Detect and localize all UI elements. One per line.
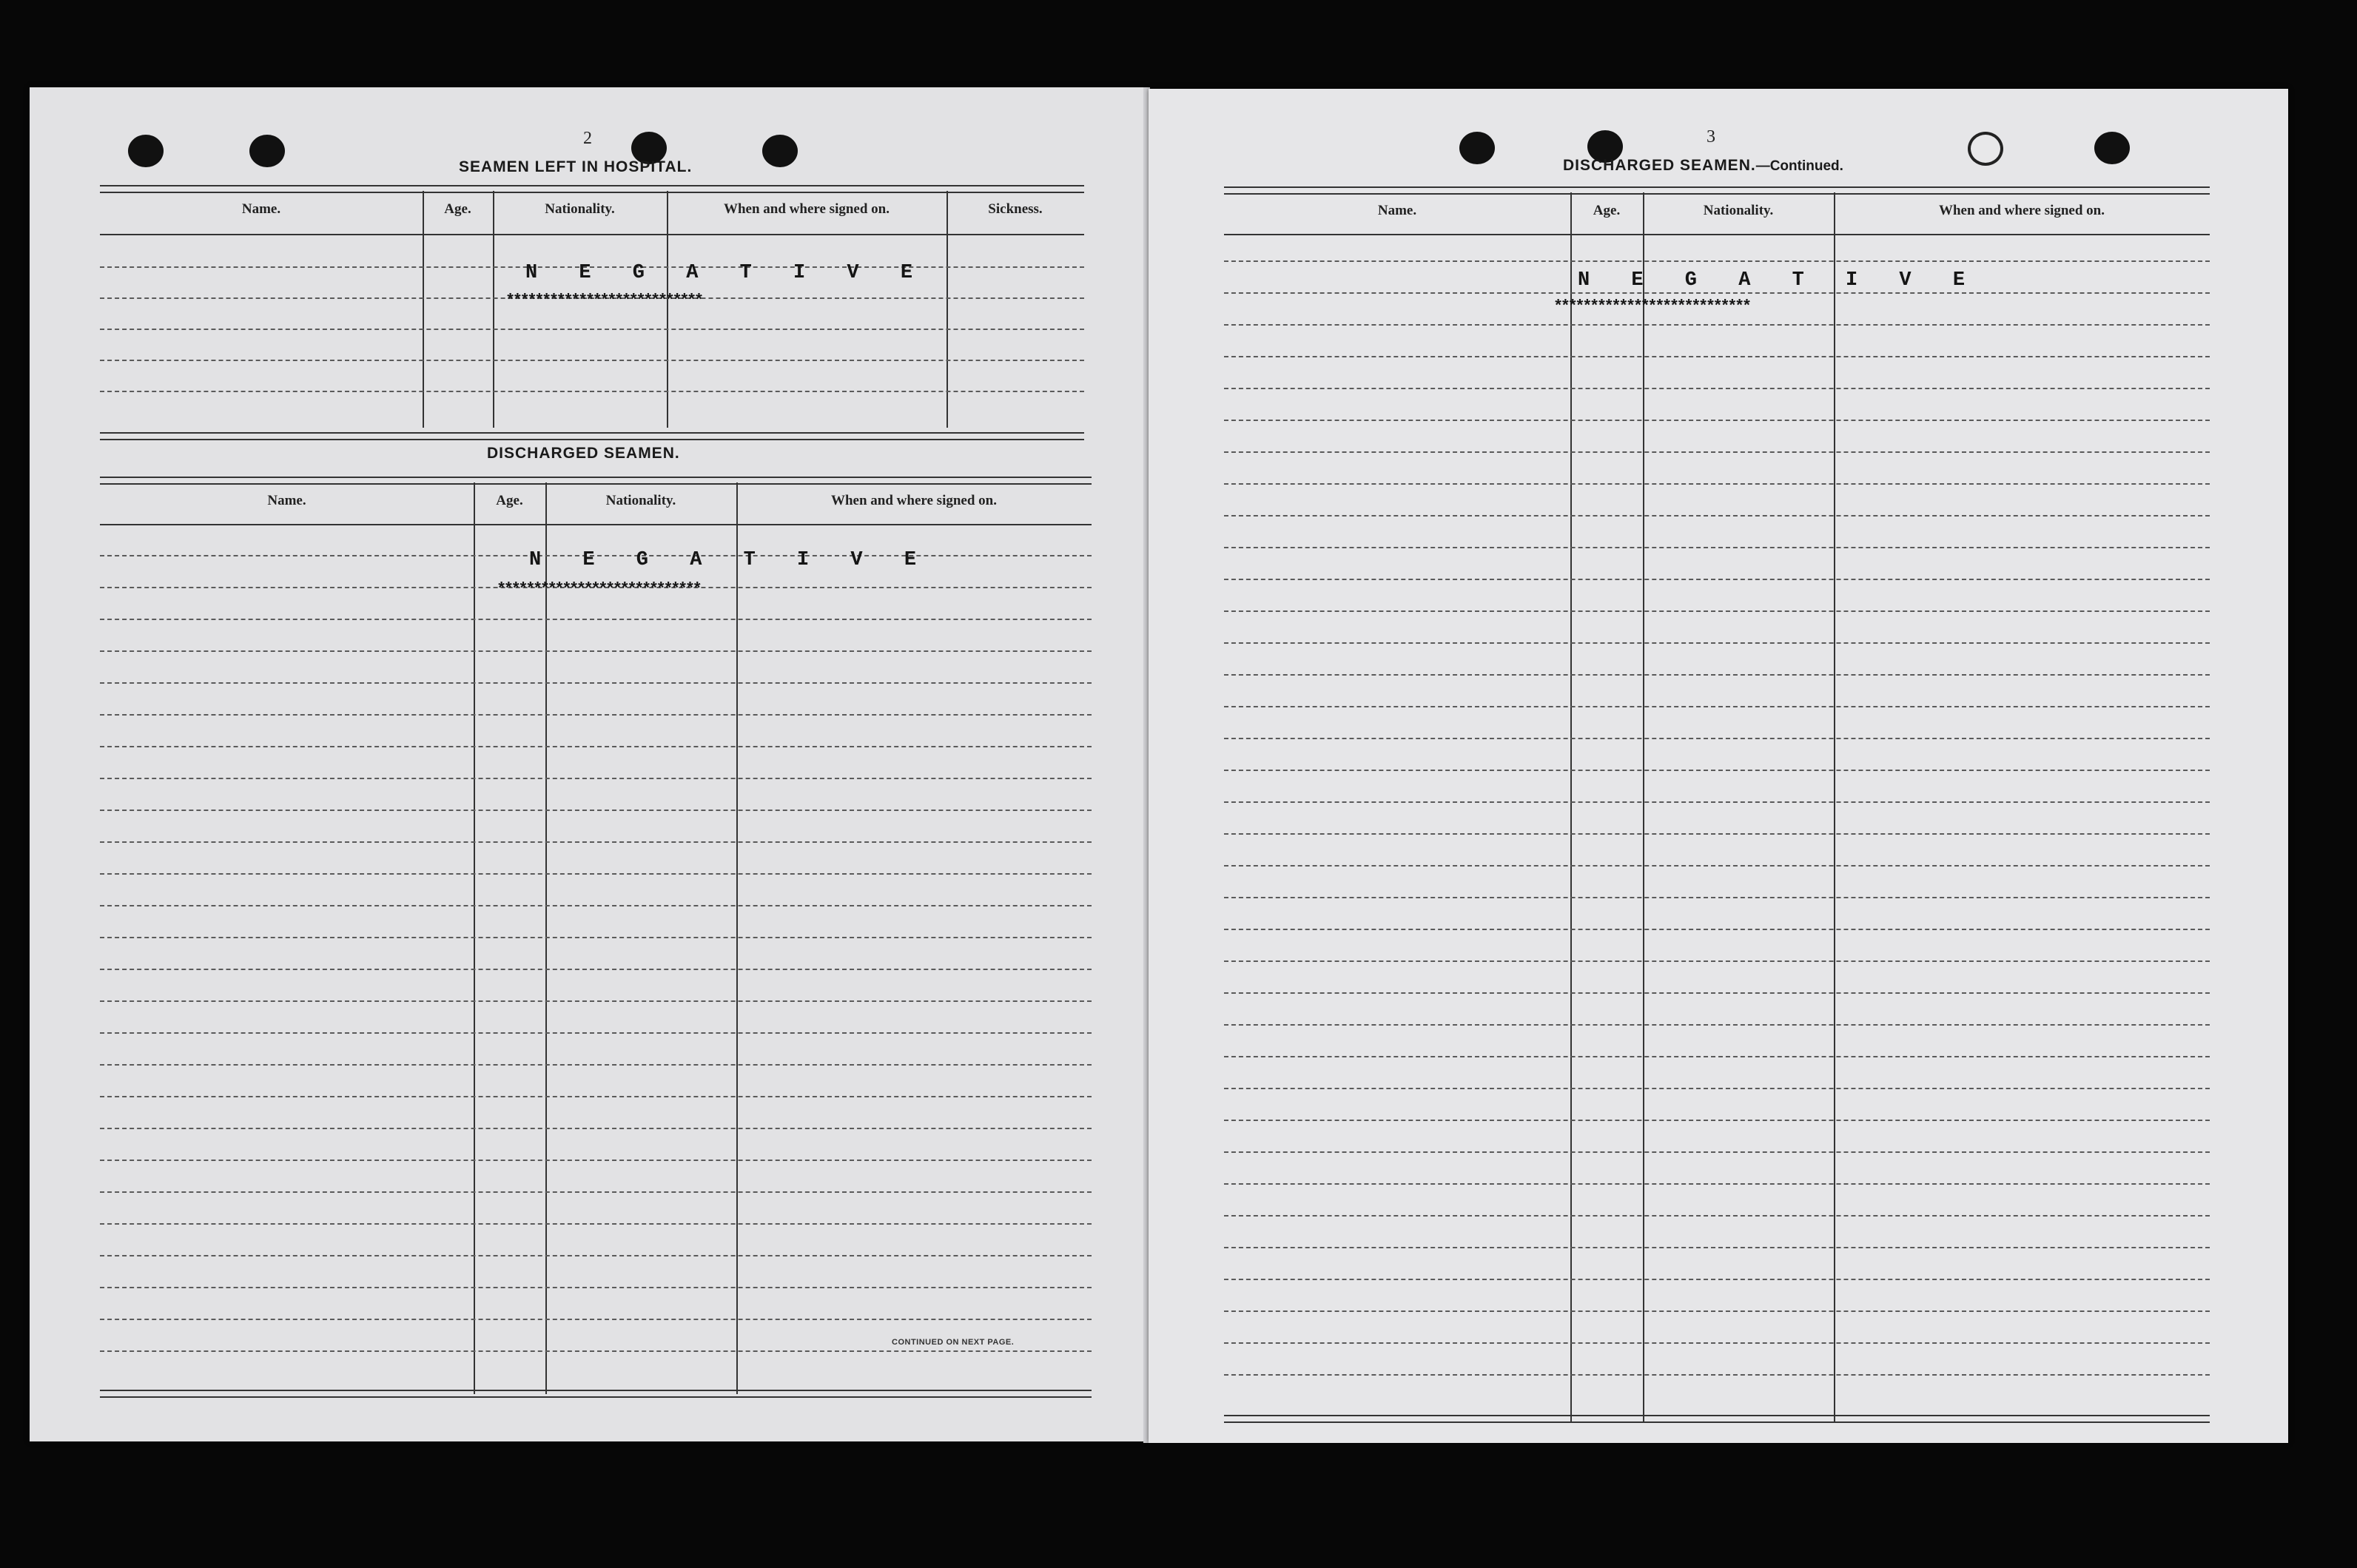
column-header-name: Name. — [267, 493, 306, 508]
discharged-table — [100, 477, 1092, 1398]
column-header-signed-on: When and where signed on. — [723, 201, 890, 217]
column-header-age: Age. — [496, 493, 523, 508]
column-header-signed-on: When and where signed on. — [830, 493, 997, 508]
punch-hole — [249, 135, 285, 167]
discharged-continued-title: DISCHARGED SEAMEN.—Continued. — [1563, 157, 1843, 174]
negative-stamp: N E G A T I V E — [1578, 269, 1980, 292]
right-page — [1149, 89, 2288, 1443]
punch-hole — [128, 135, 164, 167]
column-header-age: Age. — [1593, 203, 1621, 218]
page-number: 3 — [1707, 127, 1715, 147]
continued-footer: CONTINUED ON NEXT PAGE. — [892, 1338, 1015, 1347]
discharged-continued-table — [1224, 186, 2210, 1426]
punch-hole — [1459, 132, 1495, 164]
hospital-section-title: SEAMEN LEFT IN HOSPITAL. — [459, 158, 693, 175]
discharged-section-title: DISCHARGED SEAMEN. — [487, 445, 680, 462]
negative-stamp: N E G A T I V E — [529, 549, 932, 571]
column-header-name: Name. — [1377, 203, 1417, 218]
stamp-asterisk-line: **************************** — [497, 580, 700, 599]
page-number: 2 — [583, 129, 592, 148]
punch-hole-ring — [1968, 132, 2003, 166]
section-divider — [100, 432, 1084, 440]
punch-hole — [2094, 132, 2130, 164]
punch-hole — [762, 135, 798, 167]
stamp-asterisk-line: *************************** — [1553, 297, 1749, 316]
column-header-sickness: Sickness. — [988, 201, 1043, 217]
column-header-nationality: Nationality. — [545, 201, 615, 217]
stamp-asterisk-line: *************************** — [505, 292, 702, 310]
column-header-nationality: Nationality. — [1703, 203, 1774, 218]
hospital-table — [100, 185, 1084, 429]
column-header-nationality: Nationality. — [605, 493, 676, 508]
column-header-signed-on: When and where signed on. — [1938, 203, 2105, 218]
column-header-name: Name. — [241, 201, 281, 217]
column-header-age: Age. — [444, 201, 471, 217]
negative-stamp: N E G A T I V E — [525, 262, 928, 284]
left-page — [30, 87, 1143, 1441]
